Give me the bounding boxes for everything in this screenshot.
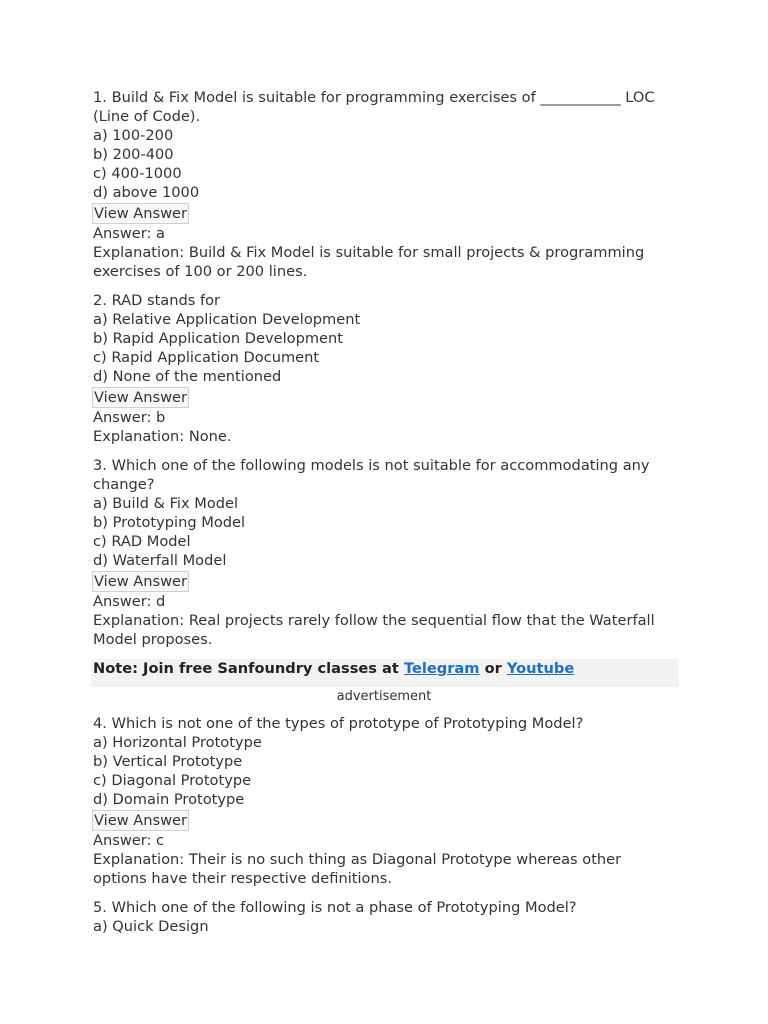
- question-block-3: [93, 456, 677, 649]
- question-text: 2. RAD stands for: [93, 292, 221, 309]
- explanation-text: Explanation: Real projects rarely follow the sequential flow that the Waterfall Model proposes.: [93, 612, 655, 648]
- option-c: c) Rapid Application Document: [93, 349, 320, 366]
- note-text: Note: Join free Sanfoundry classes at: [93, 660, 404, 677]
- option-a: a) Quick Design: [93, 918, 209, 935]
- option-d: d) Domain Prototype: [93, 791, 245, 808]
- option-b: b) Vertical Prototype: [93, 753, 243, 770]
- option-d: d) None of the mentioned: [93, 368, 282, 385]
- question-block-5: [93, 898, 677, 936]
- option-b: b) 200-400: [93, 146, 174, 163]
- option-c: c) RAD Model: [93, 533, 191, 550]
- option-d: d) Waterfall Model: [93, 552, 227, 569]
- option-a: a) Build & Fix Model: [93, 495, 239, 512]
- explanation-text: Explanation: None.: [93, 428, 232, 445]
- telegram-link[interactable]: Telegram: [403, 660, 480, 677]
- question-text: 4. Which is not one of the types of prototype of Prototyping Model?: [93, 715, 584, 732]
- explanation-text: Explanation: Their is no such thing as Diagonal Prototype whereas other options have their respective definitions.: [93, 851, 622, 887]
- option-b: b) Rapid Application Development: [93, 330, 344, 347]
- note-banner: [91, 659, 679, 687]
- answer-text: Answer: d: [93, 593, 166, 610]
- view-answer-button[interactable]: View Answer: [94, 812, 188, 829]
- view-answer-button[interactable]: View Answer: [94, 389, 188, 406]
- question-block-2: [93, 291, 677, 446]
- option-c: c) Diagonal Prototype: [93, 772, 252, 789]
- question-text: 1. Build & Fix Model is suitable for programming exercises of ___________ LOC (Line of Code).: [93, 89, 655, 125]
- view-answer-button[interactable]: View Answer: [94, 573, 188, 590]
- question-text: 3. Which one of the following models is not suitable for accommodating any change?: [93, 457, 650, 493]
- answer-text: Answer: c: [93, 832, 165, 849]
- question-block-1: [93, 88, 677, 281]
- question-block-4: [93, 714, 677, 888]
- option-c: c) 400-1000: [93, 165, 182, 182]
- explanation-text: Explanation: Build & Fix Model is suitable for small projects & programming exercises of 100 or 200 lines.: [93, 244, 645, 280]
- option-a: a) 100-200: [93, 127, 174, 144]
- option-a: a) Horizontal Prototype: [93, 734, 262, 751]
- quiz-content: [93, 88, 677, 946]
- answer-text: Answer: b: [93, 409, 166, 426]
- option-b: b) Prototyping Model: [93, 514, 246, 531]
- view-answer-button[interactable]: View Answer: [94, 205, 188, 222]
- note-separator: or: [479, 660, 507, 677]
- advertisement-label: advertisement: [336, 689, 432, 704]
- question-text: 5. Which one of the following is not a phase of Prototyping Model?: [93, 899, 577, 916]
- option-d: d) above 1000: [93, 184, 200, 201]
- option-a: a) Relative Application Development: [93, 311, 361, 328]
- youtube-link[interactable]: Youtube: [506, 660, 575, 677]
- answer-text: Answer: a: [93, 225, 165, 242]
